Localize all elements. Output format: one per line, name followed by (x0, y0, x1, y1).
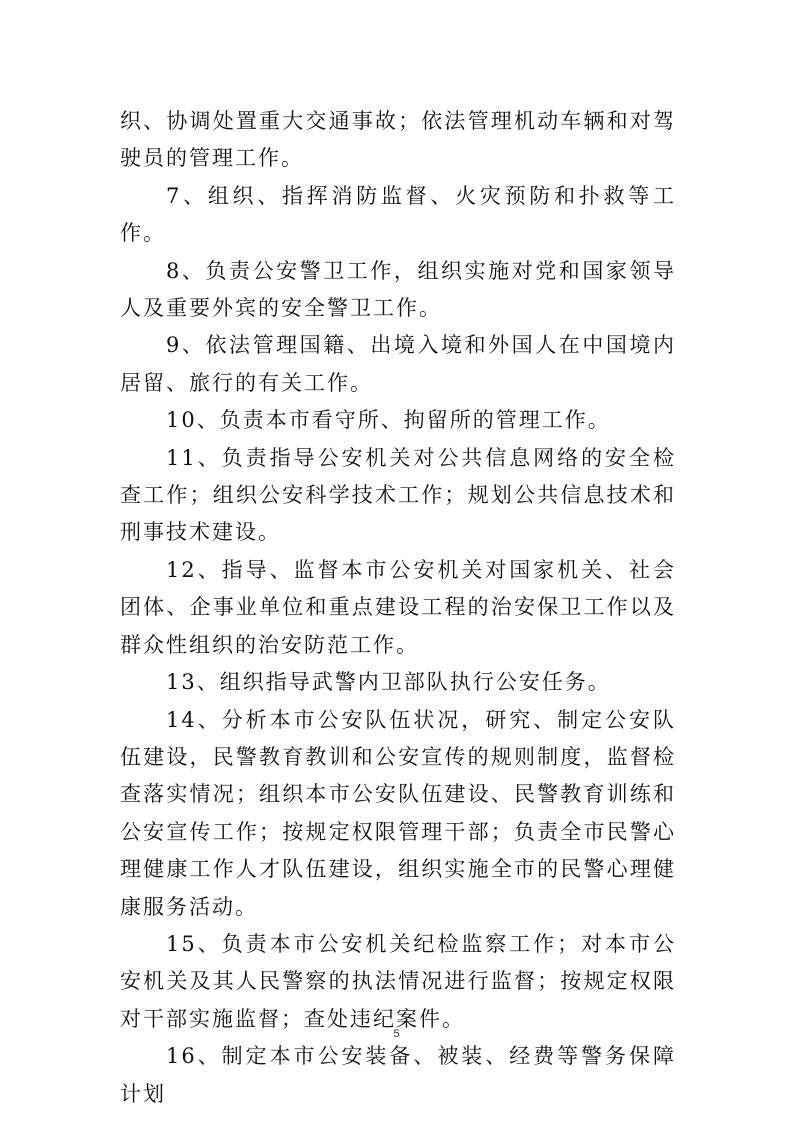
paragraph-item-11: 11、负责指导公安机关对公共信息网络的安全检查工作；组织公安科学技术工作；规划公共信息技术和刑事技术建设。 (120, 445, 676, 545)
paragraph-item-16: 16、制定本市公安装备、被装、经费等警务保障计划 (120, 1044, 676, 1106)
paragraph-item-12: 12、指导、监督本市公安机关对国家机关、社会团体、企事业单位和重点建设工程的治安保卫工作以及群众性组织的治安防范工作。 (120, 557, 676, 657)
paragraph-item-13: 13、组织指导武警内卫部队执行公安任务。 (166, 670, 611, 695)
paragraph-item-9: 9、依法管理国籍、出境入境和外国人在中国境内居留、旅行的有关工作。 (120, 333, 676, 395)
page-number: 5 (393, 1028, 400, 1040)
paragraph-item-10: 10、负责本市看守所、拘留所的管理工作。 (166, 408, 611, 433)
paragraph-item-15: 15、负责本市公安机关纪检监察工作；对本市公安机关及其人民警察的执法情况进行监督；按规定权限对干部实施监督；查处违纪案件。 (120, 931, 676, 1031)
paragraph-item-7: 7、组织、指挥消防监督、火灾预防和扑救等工作。 (120, 183, 676, 246)
paragraph-item-14: 14、分析本市公安队伍状况，研究、制定公安队伍建设，民警教育教训和公安宣传的规则制度，监督检查落实情况；组织本市公安队伍建设、民警教育训练和公安宣传工作；按规定权限管理干部；负责全市民警心理健康工作人才队伍建设，组织实施全市的民警心理健康服务活动。 (120, 707, 676, 919)
paragraph-continued: 织、协调处置重大交通事故；依法管理机动车辆和对驾驶员的管理工作。 (120, 109, 676, 171)
document-body (120, 103, 676, 1113)
paragraph-item-8: 8、负责公安警卫工作，组织实施对党和国家领导人及重要外宾的安全警卫工作。 (120, 258, 676, 321)
